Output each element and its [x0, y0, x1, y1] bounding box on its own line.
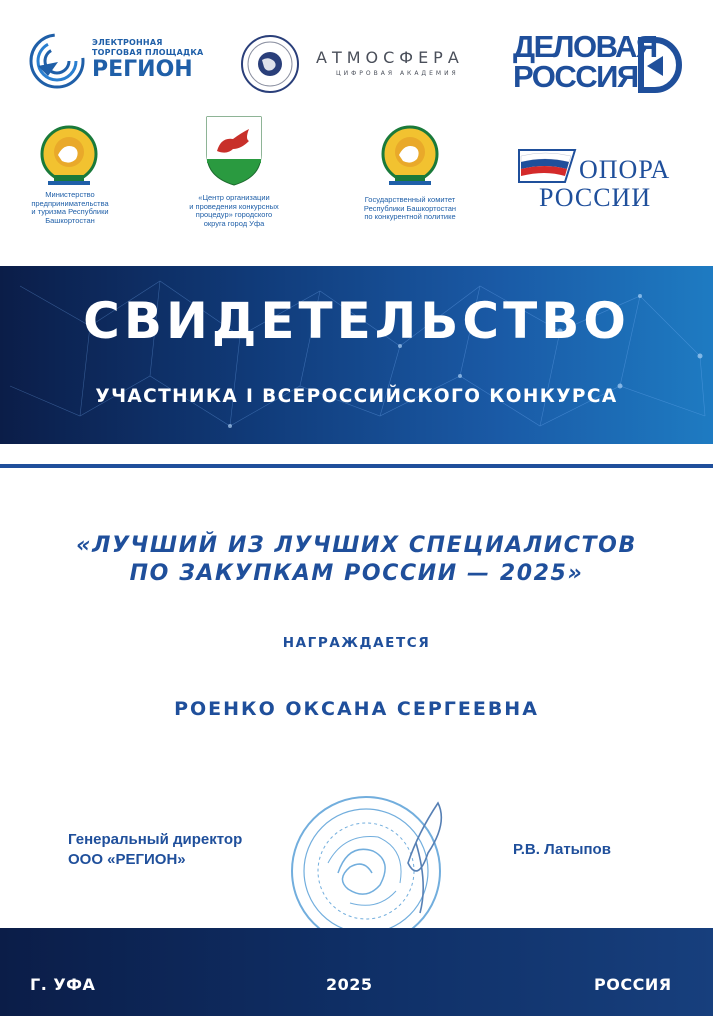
signatory-name: Р.В. Латыпов — [513, 841, 611, 858]
caption-line: и проведения конкурсных — [189, 201, 279, 211]
caption-line: предпринимательства — [31, 198, 109, 208]
delovaya-d-icon — [637, 36, 683, 94]
delovaya-line1: ДЕЛОВАЯ — [513, 29, 657, 64]
region-swirl-icon — [28, 32, 86, 90]
ufa-coat-of-arms-icon — [205, 115, 263, 187]
recipient-name: РОЕНКО ОКСАНА СЕРГЕЕВНА — [174, 698, 539, 720]
bashkortostan-emblem-icon — [40, 125, 98, 187]
region-logo — [28, 32, 213, 92]
opora-line2: РОССИИ — [539, 183, 652, 212]
caption-line: Государственный комитет — [364, 195, 456, 204]
footer-bar — [0, 928, 713, 1016]
caption-line: Министерство — [45, 190, 95, 199]
caption-line: Республики Башкортостан — [363, 203, 457, 213]
caption-line: по конкурентной политике — [364, 212, 456, 221]
contest-line1: «ЛУЧШИЙ ИЗ ЛУЧШИХ СПЕЦИАЛИСТОВ — [76, 533, 637, 558]
contest-line2: ПО ЗАКУПКАМ РОССИИ — 2025» — [129, 561, 584, 586]
delovaya-rossiya-logo — [513, 29, 688, 98]
globe-icon — [240, 34, 300, 94]
org-caption-ministry — [22, 191, 118, 225]
signatory-role-line2: ООО «РЕГИОН» — [68, 851, 186, 868]
opora-rossii-logo — [517, 148, 677, 212]
signatory-role-line1: Генеральный директор — [68, 831, 243, 848]
region-logo-name: РЕГИОН — [92, 57, 193, 82]
delovaya-line2: РОССИЯ — [513, 59, 638, 94]
atmosphere-logo — [240, 34, 480, 94]
region-logo-line1: ЭЛЕКТРОННАЯ — [92, 38, 163, 47]
footer-year: 2025 — [326, 975, 373, 994]
certificate-subtitle: УЧАСТНИКА I ВСЕРОССИЙСКОГО КОНКУРСА — [95, 386, 618, 407]
caption-line: округа город Уфа — [203, 218, 265, 228]
atmosphere-tagline: ЦИФРОВАЯ АКАДЕМИЯ — [336, 70, 459, 77]
bashkortostan-emblem-icon — [381, 125, 439, 187]
awarded-label: НАГРАЖДАЕТСЯ — [282, 635, 431, 651]
org-caption-ufa-center — [180, 194, 288, 228]
signatory-role — [68, 830, 242, 870]
russian-flag-icon — [517, 148, 577, 184]
caption-line: Башкортостан — [45, 215, 95, 225]
caption-line: и туризма Республики — [31, 207, 109, 216]
caption-line: «Центр организации — [198, 193, 270, 202]
atmosphere-name: АТМОСФЕРА — [316, 48, 464, 67]
contest-name — [0, 532, 713, 588]
caption-line: процедур» городского — [195, 210, 273, 219]
round-stamp-icon — [288, 793, 444, 949]
divider-line — [0, 464, 713, 468]
certificate-title: СВИДЕТЕЛЬСТВО — [83, 292, 630, 350]
footer-city: Г. УФА — [30, 975, 96, 994]
footer-country: РОССИЯ — [594, 975, 672, 994]
org-caption-competition-committee — [358, 196, 462, 222]
region-logo-line2: ТОРГОВАЯ ПЛОЩАДКА — [92, 48, 204, 57]
opora-line1: ОПОРА — [579, 155, 671, 184]
